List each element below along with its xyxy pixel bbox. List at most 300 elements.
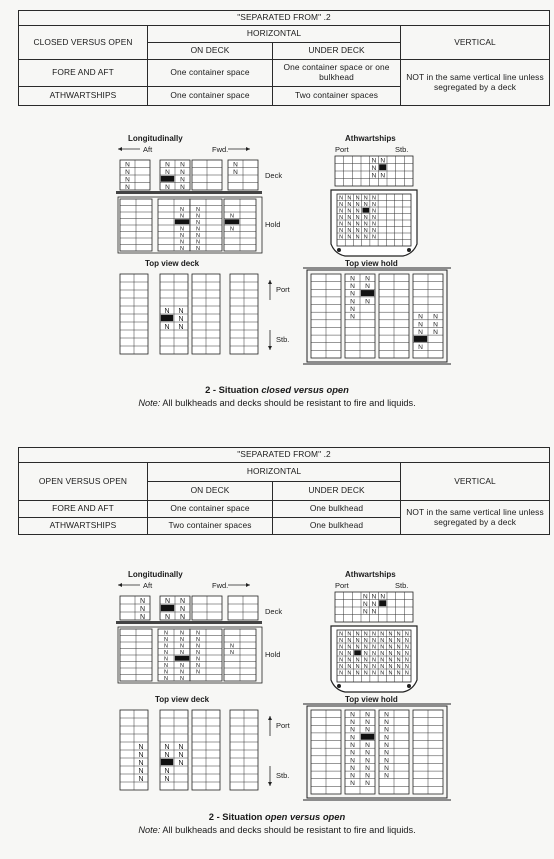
n-marked-container: N [371,157,377,165]
n-marked-container: N [180,183,185,191]
n-marked-container: N [384,749,389,757]
n-marked-container: N [179,597,186,605]
n-marked-container: N [388,650,393,657]
n-marked-container: N [347,195,352,202]
fwd-arrow-head [246,147,250,151]
caption-situation: open versus open [265,811,346,822]
n-marked-container: N [365,764,370,772]
horizontal-header: HORIZONTAL [148,26,401,43]
n-marked-container: N [380,637,385,644]
n-marked-container: N [384,757,389,765]
n-marked-container: N [404,637,409,644]
n-marked-container: N [180,161,185,169]
n-marked-container: N [164,675,168,682]
n-marked-container: N [371,600,377,608]
n-marked-container: N [372,214,376,221]
n-marked-container: N [363,221,368,228]
n-marked-container: N [196,630,200,637]
caption-prefix: 2 - Situation [208,811,265,822]
n-marked-container: N [180,636,184,643]
dangerous-container [414,336,427,342]
port-arrow-label: Port [276,721,290,730]
stb-arrow-head [268,346,272,350]
stb-label: Stb. [395,581,409,590]
n-marked-container: N [347,637,352,644]
deck-label: Deck [265,607,283,616]
fire-resistance-note [0,398,554,408]
n-marked-container: N [388,670,393,677]
n-marked-container: N [165,168,170,176]
n-marked-container: N [404,644,409,651]
n-marked-container: N [396,644,401,651]
n-marked-container: N [388,663,393,670]
n-marked-container: N [180,643,184,650]
n-marked-container: N [372,637,376,644]
n-marked-container: N [164,775,170,783]
n-marked-container: N [404,631,409,638]
bilge-marker [337,248,341,252]
segregation-table-closed-vs-open [18,10,550,106]
n-marked-container: N [178,743,184,751]
n-marked-container: N [178,307,184,315]
n-marked-container: N [362,608,368,616]
n-marked-container: N [350,741,355,749]
n-marked-container: N [372,657,376,664]
n-marked-container: N [164,636,168,643]
deck-label: Deck [265,171,283,180]
aft-label: Aft [143,581,153,590]
under-deck-header: UNDER DECK [273,43,401,60]
caption-situation: closed versus open [261,384,349,395]
n-marked-container: N [180,630,184,637]
n-marked-container: N [125,183,130,191]
fwd-arrow-head [246,583,250,587]
dangerous-container [161,315,173,321]
n-marked-container: N [339,663,344,670]
n-marked-container: N [355,670,360,677]
n-marked-container: N [350,757,355,765]
cell-athwartships-under-deck: One bulkhead [273,518,401,535]
n-marked-container: N [363,631,368,638]
n-marked-container: N [380,657,385,664]
bilge-marker [407,684,411,688]
n-marked-container: N [433,321,438,329]
n-marked-container: N [164,597,171,605]
n-marked-container: N [384,734,389,742]
n-marked-container: N [363,234,368,241]
n-marked-container: N [339,195,344,202]
n-marked-container: N [372,663,376,670]
n-marked-container: N [350,749,355,757]
n-marked-container: N [365,757,370,765]
n-marked-container: N [350,726,355,734]
deck-hatch-line [116,191,262,194]
n-marked-container: N [164,307,170,315]
n-marked-container: N [339,650,344,657]
n-marked-container: N [380,172,386,180]
segregation-table-open-vs-open [18,447,550,535]
n-marked-container: N [179,605,186,613]
hold-label: Hold [265,220,281,229]
n-marked-container: N [355,201,360,208]
aft-label: Aft [143,145,153,154]
n-marked-container: N [164,643,168,650]
n-marked-container: N [372,670,376,677]
situation-caption [0,811,554,822]
n-marked-container: N [164,649,168,656]
n-marked-container: N [350,290,355,298]
n-marked-container: N [347,201,352,208]
n-marked-container: N [363,644,368,651]
n-marked-container: N [139,597,146,605]
n-marked-container: N [372,208,376,215]
dangerous-container [161,759,173,765]
n-marked-container: N [339,234,344,241]
row-label-athwartships: ATHWARTSHIPS [19,518,148,535]
n-marked-container: N [404,657,409,664]
n-marked-container: N [365,772,370,780]
n-marked-container: N [363,657,368,664]
n-marked-container: N [347,663,352,670]
n-marked-container: N [418,344,423,352]
n-marked-container: N [350,719,355,727]
n-marked-container: N [180,176,185,184]
n-marked-container: N [138,751,144,759]
n-marked-container: N [355,644,360,651]
fire-resistance-note [0,825,554,835]
n-marked-container: N [380,650,385,657]
n-marked-container: N [350,764,355,772]
n-marked-container: N [196,245,200,252]
n-marked-container: N [350,772,355,780]
port-arrow-head [268,716,272,720]
n-marked-container: N [230,213,234,220]
n-marked-container: N [180,239,184,246]
n-marked-container: N [125,176,130,184]
n-marked-container: N [196,643,200,650]
table-title: "SEPARATED FROM" .2 [19,11,550,26]
n-marked-container: N [355,631,360,638]
n-marked-container: N [396,650,401,657]
n-marked-container: N [164,751,170,759]
n-marked-container: N [388,657,393,664]
n-marked-container: N [384,726,389,734]
n-marked-container: N [347,214,352,221]
n-marked-container: N [347,234,352,241]
fwd-label: Fwd. [212,581,229,590]
dangerous-container [175,219,189,224]
under-deck-header: UNDER DECK [273,482,401,501]
n-marked-container: N [138,775,144,783]
note-label: Note: [138,398,161,408]
n-marked-container: N [180,226,184,233]
n-marked-container: N [371,172,377,180]
n-marked-container: N [180,649,184,656]
longitudinally-label: Longitudinally [128,134,183,143]
n-marked-container: N [384,719,389,727]
port-label: Port [335,145,349,154]
dangerous-container [225,219,239,224]
cell-fore-aft-on-deck: One container space [148,60,273,87]
cell-athwartships-under-deck: Two container spaces [273,87,401,106]
n-marked-container: N [180,662,184,669]
on-deck-header: ON DECK [148,43,273,60]
n-marked-container: N [180,245,184,252]
n-marked-container: N [363,650,368,657]
n-marked-container: N [372,644,376,651]
n-marked-container: N [363,214,368,221]
n-marked-container: N [404,663,409,670]
n-marked-container: N [365,711,370,719]
n-marked-container: N [233,161,238,169]
n-marked-container: N [350,275,355,283]
n-marked-container: N [372,631,376,638]
n-marked-container: N [365,275,370,283]
n-marked-container: N [165,161,170,169]
n-marked-container: N [363,670,368,677]
n-marked-container: N [372,227,376,234]
aft-arrow-head [118,583,122,587]
port-arrow-label: Port [276,285,290,294]
dangerous-container [362,208,369,213]
dangerous-container [379,164,386,170]
on-deck-header: ON DECK [148,482,273,501]
n-marked-container: N [347,221,352,228]
top-view-hold-label: Top view hold [345,259,398,268]
n-marked-container: N [372,195,376,202]
n-marked-container: N [196,669,200,676]
n-marked-container: N [339,208,344,215]
situation-caption [0,384,554,395]
n-marked-container: N [347,227,352,234]
athwartships-label: Athwartships [345,570,396,579]
fwd-label: Fwd. [212,145,229,154]
cell-athwartships-on-deck: One container space [148,87,273,106]
n-marked-container: N [230,226,234,233]
dangerous-container [161,176,174,182]
n-marked-container: N [380,663,385,670]
n-marked-container: N [196,213,200,220]
n-marked-container: N [164,613,171,621]
n-marked-container: N [371,593,377,601]
n-marked-container: N [363,201,368,208]
n-marked-container: N [363,227,368,234]
cell-fore-aft-on-deck: One container space [148,501,273,518]
n-marked-container: N [384,764,389,772]
bilge-marker [337,684,341,688]
note-text: All bulkheads and decks should be resistant to fire and liquids. [160,398,416,408]
row-label-athwartships: ATHWARTSHIPS [19,87,148,106]
n-marked-container: N [396,657,401,664]
n-marked-container: N [196,239,200,246]
n-marked-container: N [180,213,184,220]
n-marked-container: N [355,208,360,215]
n-marked-container: N [125,161,130,169]
vertical-header: VERTICAL [401,26,550,60]
n-marked-container: N [396,637,401,644]
n-marked-container: N [180,232,184,239]
n-marked-container: N [347,657,352,664]
n-marked-container: N [355,657,360,664]
n-marked-container: N [371,164,377,172]
n-marked-container: N [388,644,393,651]
port-arrow-head [268,280,272,284]
n-marked-container: N [180,206,184,213]
n-marked-container: N [165,183,170,191]
n-marked-container: N [196,206,200,213]
n-marked-container: N [230,649,234,656]
n-marked-container: N [362,600,368,608]
n-marked-container: N [339,637,344,644]
port-label: Port [335,581,349,590]
n-marked-container: N [196,232,200,239]
n-marked-container: N [365,298,370,306]
n-marked-container: N [339,670,344,677]
n-marked-container: N [433,328,438,336]
n-marked-container: N [355,227,360,234]
top-view-deck-label: Top view deck [155,695,210,704]
n-marked-container: N [164,323,170,331]
n-marked-container: N [418,328,423,336]
stowage-diagram-open-vs-open [100,568,480,808]
n-marked-container: N [380,631,385,638]
n-marked-container: N [339,644,344,651]
n-marked-container: N [384,772,389,780]
deck-hatch-line [116,621,262,624]
n-marked-container: N [355,214,360,221]
n-marked-container: N [196,662,200,669]
n-marked-container: N [350,734,355,742]
n-marked-container: N [178,315,184,323]
n-marked-container: N [339,631,344,638]
table-corner-label: CLOSED VERSUS OPEN [19,26,148,60]
cell-fore-aft-under-deck: One bulkhead [273,501,401,518]
vertical-header: VERTICAL [401,463,550,501]
longitudinally-label: Longitudinally [128,570,183,579]
n-marked-container: N [372,221,376,228]
top-view-hold-label: Top view hold [345,695,398,704]
n-marked-container: N [179,613,186,621]
n-marked-container: N [178,323,184,331]
dangerous-container [175,656,189,661]
n-marked-container: N [418,313,423,321]
n-marked-container: N [164,662,168,669]
n-marked-container: N [350,298,355,306]
n-marked-container: N [355,637,360,644]
n-marked-container: N [347,631,352,638]
n-marked-container: N [180,168,185,176]
aft-arrow-head [118,147,122,151]
n-marked-container: N [380,644,385,651]
n-marked-container: N [365,726,370,734]
n-marked-container: N [350,313,355,321]
n-marked-container: N [384,741,389,749]
hold-label: Hold [265,650,281,659]
n-marked-container: N [404,670,409,677]
n-marked-container: N [372,201,376,208]
cell-fore-aft-under-deck: One container space or one bulkhead [273,60,401,87]
n-marked-container: N [350,283,355,291]
n-marked-container: N [350,305,355,313]
n-marked-container: N [339,221,344,228]
n-marked-container: N [230,643,234,650]
n-marked-container: N [350,780,355,788]
n-marked-container: N [380,593,386,601]
n-marked-container: N [380,670,385,677]
n-marked-container: N [138,759,144,767]
n-marked-container: N [388,637,393,644]
stowage-diagram-closed-vs-open [100,132,480,377]
n-marked-container: N [372,650,376,657]
caption-prefix: 2 - Situation [205,384,262,395]
n-marked-container: N [433,313,438,321]
dangerous-container [361,734,374,740]
n-marked-container: N [396,663,401,670]
row-label-fore-aft: FORE AND AFT [19,60,148,87]
n-marked-container: N [233,168,238,176]
n-marked-container: N [365,749,370,757]
n-marked-container: N [396,631,401,638]
n-marked-container: N [178,759,184,767]
n-marked-container: N [347,650,352,657]
n-marked-container: N [388,631,393,638]
n-marked-container: N [196,649,200,656]
n-marked-container: N [339,201,344,208]
n-marked-container: N [196,636,200,643]
n-marked-container: N [196,219,200,226]
n-marked-container: N [347,644,352,651]
table-corner-label: OPEN VERSUS OPEN [19,463,148,501]
top-view-deck-label: Top view deck [145,259,200,268]
stb-arrow-head [268,782,272,786]
n-marked-container: N [365,780,370,788]
n-marked-container: N [365,283,370,291]
cell-vertical-value: NOT in the same vertical line unless segregated by a deck [401,501,550,535]
n-marked-container: N [339,227,344,234]
cell-athwartships-on-deck: Two container spaces [148,518,273,535]
n-marked-container: N [180,669,184,676]
n-marked-container: N [339,657,344,664]
n-marked-container: N [164,767,170,775]
n-marked-container: N [350,711,355,719]
n-marked-container: N [339,214,344,221]
n-marked-container: N [372,234,376,241]
n-marked-container: N [363,663,368,670]
n-marked-container: N [138,767,144,775]
row-label-fore-aft: FORE AND AFT [19,501,148,518]
n-marked-container: N [362,593,368,601]
n-marked-container: N [404,650,409,657]
n-marked-container: N [371,608,377,616]
n-marked-container: N [365,741,370,749]
n-marked-container: N [396,670,401,677]
table-title: "SEPARATED FROM" .2 [19,448,550,463]
n-marked-container: N [164,630,168,637]
n-marked-container: N [380,157,386,165]
n-marked-container: N [363,195,368,202]
n-marked-container: N [196,226,200,233]
cell-vertical-value: NOT in the same vertical line unless segregated by a deck [401,60,550,106]
n-marked-container: N [164,743,170,751]
n-marked-container: N [178,751,184,759]
n-marked-container: N [355,195,360,202]
stb-arrow-label: Stb. [276,771,290,780]
stb-arrow-label: Stb. [276,335,290,344]
n-marked-container: N [384,711,389,719]
note-text: All bulkheads and decks should be resistant to fire and liquids. [160,825,416,835]
n-marked-container: N [196,656,200,663]
n-marked-container: N [125,168,130,176]
